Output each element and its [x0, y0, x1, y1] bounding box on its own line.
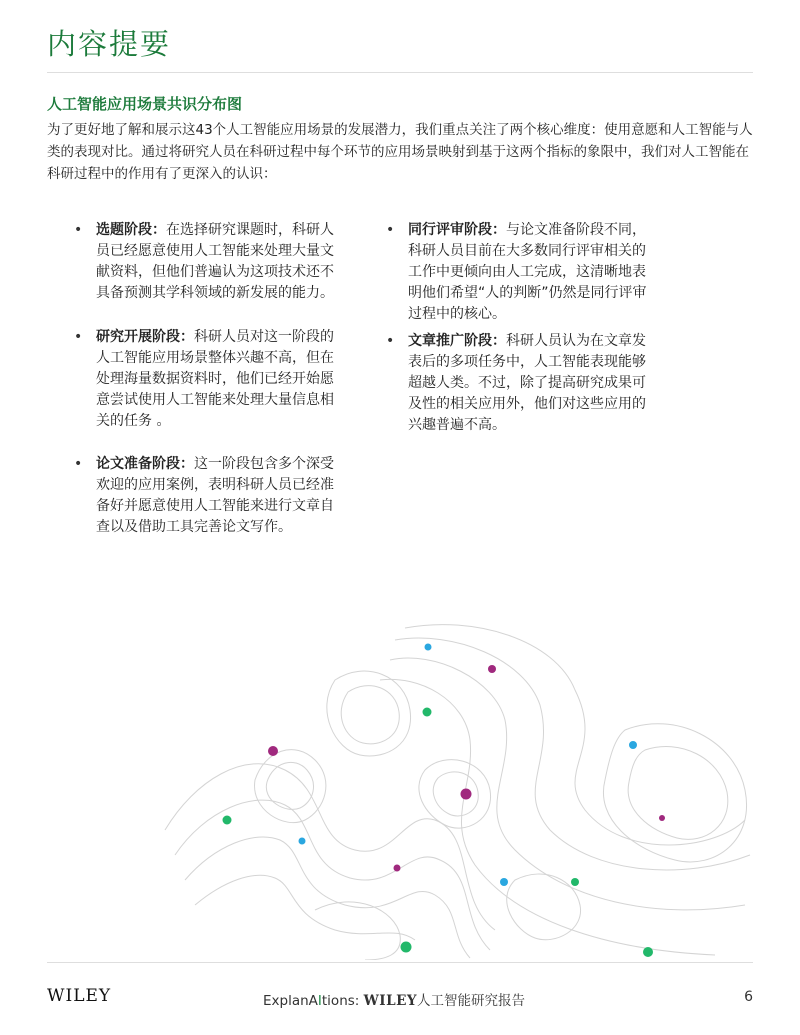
- contour-line: [507, 874, 581, 940]
- bullet-item-research: [74, 327, 346, 432]
- footer-divider: [47, 962, 753, 963]
- bullet-text: [408, 331, 658, 436]
- intro-paragraph: 为了更好地了解和展示这43个人工智能应用场景的发展潜力，我们重点关注了两个核心维度：使用意愿和人工智能与人类的表现对比。通过将研究人员在科研过程中每个环节的应用场景映射到基于这两个指标的象限中，我们对人工智能在科研过程中的作用有了更深入的认识：: [47, 122, 753, 182]
- dot-green: [423, 708, 432, 717]
- bullet-item-peer-review: [386, 220, 658, 325]
- footer-brand: [263, 989, 525, 1009]
- scatter-dots: [223, 644, 666, 958]
- contour-line: [315, 902, 400, 960]
- bullet-text: [408, 220, 658, 325]
- header-divider: [47, 72, 753, 73]
- bullet-text: [96, 327, 346, 432]
- bullet-body: 科研人员对这一阶段的人工智能应用场景整体兴趣不高，但在处理海量数据资料时，他们已经开始愿意尝试使用人工智能来处理大量信息相关的任务 。: [96, 329, 334, 429]
- contour-line: [628, 746, 728, 839]
- bullet-label: 同行评审阶段：: [408, 222, 506, 238]
- bullet-marker: •: [386, 222, 395, 238]
- bullet-label: 论文准备阶段：: [96, 456, 194, 472]
- dot-green: [571, 878, 579, 886]
- bullet-column-right: [386, 220, 658, 455]
- dot-blue: [629, 741, 637, 749]
- contour-line: [341, 686, 399, 744]
- bullet-column-left: [74, 220, 346, 557]
- bullet-body: 与论文准备阶段不同，科研人员目前在大多数同行评审相关的工作中更倾向由人工完成，这清晰地表明他们希望“人的判断”仍然是同行评审过程中的核心。: [408, 222, 647, 322]
- bullet-marker: •: [74, 329, 83, 345]
- contour-line: [185, 837, 470, 958]
- bullet-label: 文章推广阶段：: [408, 333, 506, 349]
- contour-line: [165, 764, 495, 930]
- contour-line: [255, 750, 326, 823]
- contour-line: [419, 760, 491, 828]
- dot-purple: [659, 815, 665, 821]
- bullet-item-paper-prep: [74, 454, 346, 538]
- bullet-item-promotion: [386, 331, 658, 436]
- dot-blue: [500, 878, 508, 886]
- bullet-item-topic-selection: [74, 220, 346, 304]
- contour-line: [266, 762, 313, 809]
- dot-purple: [394, 865, 401, 872]
- brand-report: 人工智能研究报告: [417, 993, 526, 1009]
- contour-line: [390, 658, 745, 910]
- brand-prefix: ExplanA: [263, 993, 318, 1009]
- dot-blue: [425, 644, 432, 651]
- page-title: 内容提要: [47, 27, 172, 61]
- contour-line: [433, 772, 478, 816]
- contour-line: [327, 671, 411, 756]
- contour-line: [405, 625, 745, 845]
- contour-line: [175, 800, 490, 950]
- bullet-marker: •: [386, 333, 395, 349]
- bullet-marker: •: [74, 222, 83, 238]
- bullet-body: 科研人员认为在文章发表后的多项任务中，人工智能表现能够超越人类。不过，除了提高研究成果可及性的相关应用外，他们对这些应用的兴趣普遍不高。: [408, 333, 646, 433]
- bullet-label: 选题阶段：: [96, 222, 166, 238]
- brand-suffix: tions:: [321, 993, 364, 1009]
- contour-illustration: [155, 620, 755, 960]
- brand-wiley: WILEY: [363, 993, 418, 1009]
- wiley-logo: WILEY: [47, 986, 112, 1006]
- section-heading: 人工智能应用场景共识分布图: [47, 95, 243, 113]
- dot-purple: [488, 665, 496, 673]
- brand-ai: I: [317, 993, 322, 1009]
- contour-line: [603, 724, 746, 862]
- dot-green: [223, 816, 232, 825]
- bullet-body: 这一阶段包含多个深受欢迎的应用案例，表明科研人员已经准备好并愿意使用人工智能来进行文章自查以及借助工具完善论文写作。: [96, 456, 334, 535]
- contour-line: [195, 875, 415, 940]
- dot-purple: [461, 789, 472, 800]
- bullet-text: [96, 454, 346, 538]
- bullet-label: 研究开展阶段：: [96, 329, 194, 345]
- dot-green: [401, 942, 412, 953]
- bullet-text: [96, 220, 346, 304]
- dot-blue: [299, 838, 306, 845]
- page-number: 6: [744, 989, 753, 1005]
- dot-green: [643, 947, 653, 957]
- bullet-marker: •: [74, 456, 83, 472]
- dot-purple: [268, 746, 278, 756]
- bullet-body: 在选择研究课题时，科研人员已经愿意使用人工智能来处理大量文献资料，但他们普遍认为这项技术还不具备预测其学科领域的新发展的能力。: [96, 222, 334, 301]
